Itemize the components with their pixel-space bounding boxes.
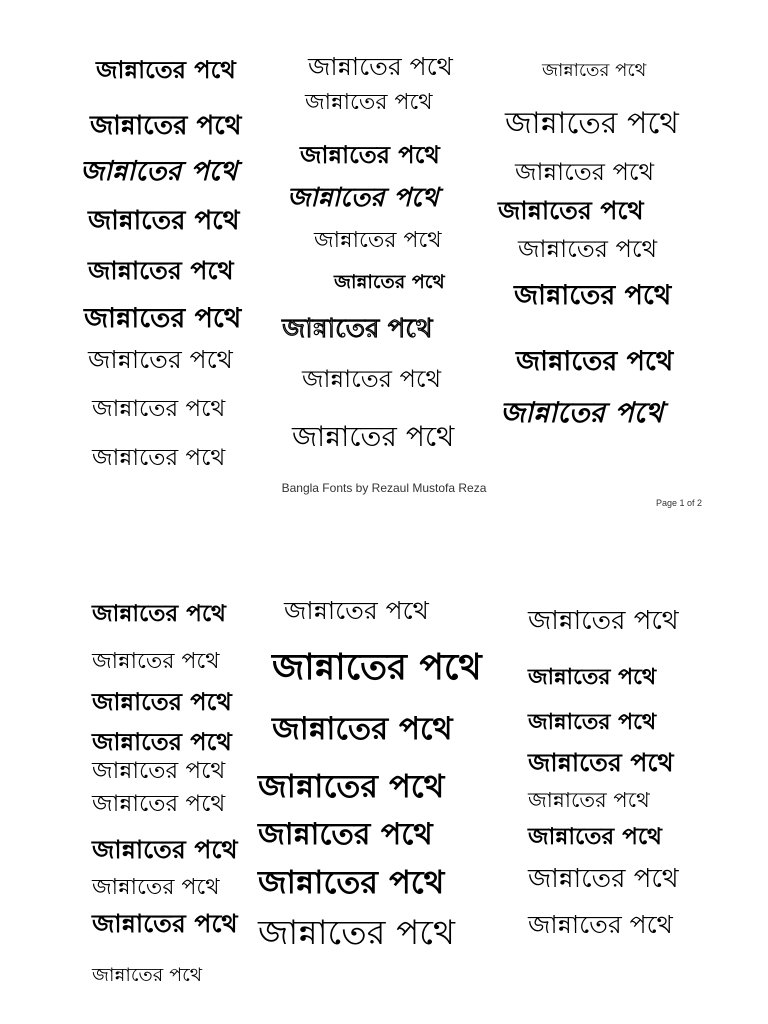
- font-sample: জান্নাতের পথে: [528, 710, 657, 735]
- font-sample: জান্নাতের পথে: [92, 791, 226, 817]
- font-sample: জান্নাতের পথে: [305, 90, 433, 115]
- document-page-2: [0, 540, 768, 1024]
- font-sample: জান্নাতের পথে: [92, 758, 226, 784]
- font-sample: জান্নাতের পথে: [258, 913, 455, 953]
- page-number: Page 1 of 2: [655, 498, 702, 508]
- font-sample: জান্নাতের পথে: [92, 835, 238, 864]
- font-sample: জান্নাতের পথে: [92, 728, 232, 756]
- font-sample: জান্নাতের পথে: [498, 196, 644, 225]
- font-sample: জান্নাতের পথে: [92, 909, 238, 938]
- font-sample: জান্নাতের পথে: [500, 396, 664, 429]
- font-sample: জান্নাতের পথে: [92, 649, 220, 674]
- font-sample: জান্নাতের পথে: [88, 345, 233, 374]
- font-sample: জান্নাতের পথে: [88, 256, 234, 285]
- font-sample: জান্নাতের পথে: [308, 52, 453, 81]
- document-caption: Bangla Fonts by Rezaul Mustofa Reza: [281, 481, 487, 495]
- font-sample: জান্নাতের পথে: [302, 365, 442, 393]
- font-sample: জান্নাতের পথে: [528, 910, 673, 939]
- font-sample: জান্নাতের পথে: [258, 863, 445, 901]
- font-sample: জান্নাতের পথে: [516, 346, 674, 377]
- font-sample: জান্নাতের পথে: [528, 864, 679, 894]
- font-sample: জান্নাতের পথে: [542, 60, 647, 81]
- font-sample: জান্নাতের পথে: [528, 824, 662, 850]
- font-sample: জান্নাতের পথে: [92, 445, 226, 471]
- font-sample: জান্নাতের পথে: [92, 964, 203, 986]
- font-sample: জান্নাতের পথে: [258, 767, 445, 805]
- font-sample: জান্নাতের পথে: [80, 156, 238, 187]
- font-sample: জান্নাতের পথে: [528, 788, 650, 812]
- font-sample: জান্নাতের পথে: [272, 647, 482, 688]
- font-sample: জান্নাতের পথে: [92, 875, 220, 900]
- font-sample: জান্নাতের পথে: [334, 271, 445, 293]
- font-sample: জান্নাতের পথে: [272, 711, 453, 747]
- font-sample: জান্নাতের পথে: [518, 235, 658, 263]
- font-sample: জান্নাতের পথে: [300, 141, 440, 169]
- font-sample: জান্নাতের পথে: [96, 56, 236, 84]
- font-sample: জান্নাতের পথে: [528, 606, 679, 636]
- font-sample: জান্নাতের পথে: [92, 396, 226, 422]
- font-sample: জান্নাতের পথে: [90, 111, 242, 141]
- font-sample: জান্নাতের পথে: [282, 314, 433, 344]
- font-sample: জান্নাতের পথে: [284, 596, 429, 625]
- font-sample: জান্নাতের পথে: [528, 748, 674, 777]
- font-sample: জান্নাতের পথে: [92, 601, 226, 627]
- font-sample: জান্নাতের পথে: [92, 688, 232, 716]
- font-sample: জান্নাতের পথে: [314, 228, 442, 253]
- font-sample: জান্নাতের পথে: [287, 183, 439, 213]
- font-sample: জান্নাতের পথে: [528, 665, 657, 690]
- font-sample: জান্নাতের পথে: [292, 420, 455, 453]
- font-sample: জান্নাতের পথে: [515, 158, 655, 186]
- font-sample: জান্নাতের পথে: [514, 280, 672, 311]
- font-sample: জান্নাতের পথে: [88, 206, 240, 236]
- font-sample: জান্নাতের পথে: [505, 106, 679, 141]
- font-sample: জান্নাতের পথে: [84, 303, 242, 334]
- font-sample: জান্নাতের পথে: [258, 817, 433, 852]
